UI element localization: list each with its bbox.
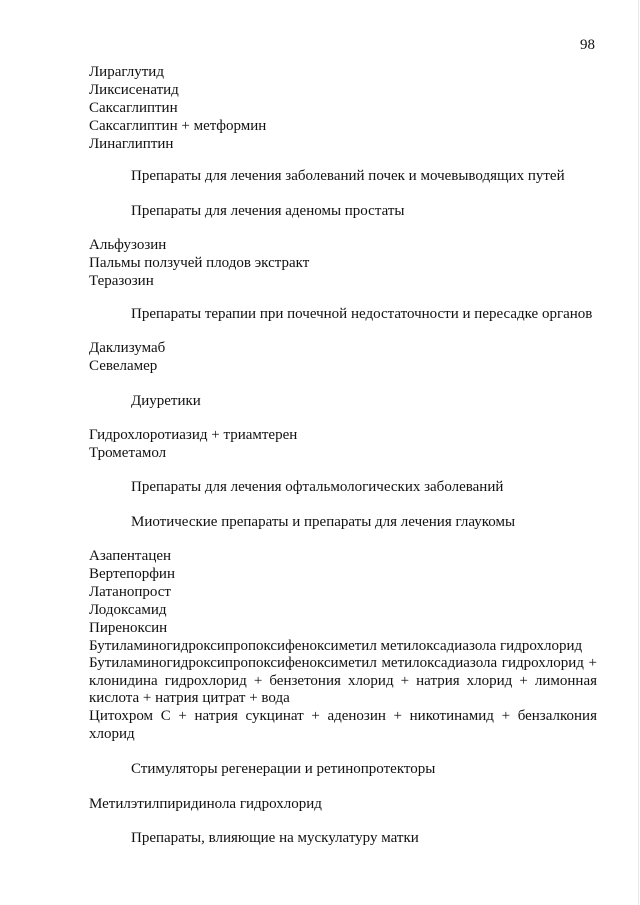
list-item: Метилэтилпиридинола гидрохлорид (89, 796, 322, 812)
list-item: Лираглутид (89, 64, 164, 80)
list-item: Саксаглиптин + метформин (89, 118, 267, 134)
section-heading-kidney: Препараты для лечения заболеваний почек и мочевыводящих путей (131, 168, 565, 184)
section-heading-diuretics: Диуретики (131, 393, 201, 409)
page-edge (638, 0, 639, 905)
list-item: Ликсисенатид (89, 82, 179, 98)
section-heading-regeneration: Стимуляторы регенерации и ретинопротекторы (131, 761, 436, 777)
list-item-long: Бутиламиногидроксипропоксифеноксиметил метилоксадиазола гидрохлорид + клонидина гидрохлорид + бензетония хлорид + натрия хлорид + лимонная кислота + натрия цитрат + вода (89, 655, 597, 706)
section-heading-glaucoma: Миотические препараты и препараты для лечения глаукомы (131, 514, 516, 530)
list-item: Пальмы ползучей плодов экстракт (89, 255, 310, 271)
list-item: Гидрохлоротиазид + триамтерен (89, 427, 298, 443)
list-item: Альфузозин (89, 237, 167, 253)
list-item: Латанопрост (89, 584, 171, 600)
list-item: Линаглиптин (89, 136, 174, 152)
list-item: Вертепорфин (89, 566, 175, 582)
list-item: Севеламер (89, 358, 158, 374)
section-heading-uterus: Препараты, влияющие на мускулатуру матки (131, 830, 419, 846)
list-item: Трометамол (89, 445, 167, 461)
list-item: Саксаглиптин (89, 100, 178, 116)
list-item: Азапентацен (89, 548, 172, 564)
list-item: Бутиламиногидроксипропоксифеноксиметил метилоксадиазола гидрохлорид (89, 638, 583, 654)
list-item: Теразозин (89, 273, 154, 289)
page-number: 98 (580, 37, 595, 53)
section-heading-prostate: Препараты для лечения аденомы простаты (131, 203, 405, 219)
list-item: Даклизумаб (89, 340, 166, 356)
section-heading-ophthalmo: Препараты для лечения офтальмологических заболеваний (131, 479, 504, 495)
list-item: Пиреноксин (89, 620, 168, 636)
list-item: Лодоксамид (89, 602, 167, 618)
section-heading-renal: Препараты терапии при почечной недостаточности и пересадке органов (131, 306, 593, 322)
list-item-long: Цитохром С + натрия сукцинат + аденозин + никотинамид + бензалкония хлорид (89, 708, 597, 742)
